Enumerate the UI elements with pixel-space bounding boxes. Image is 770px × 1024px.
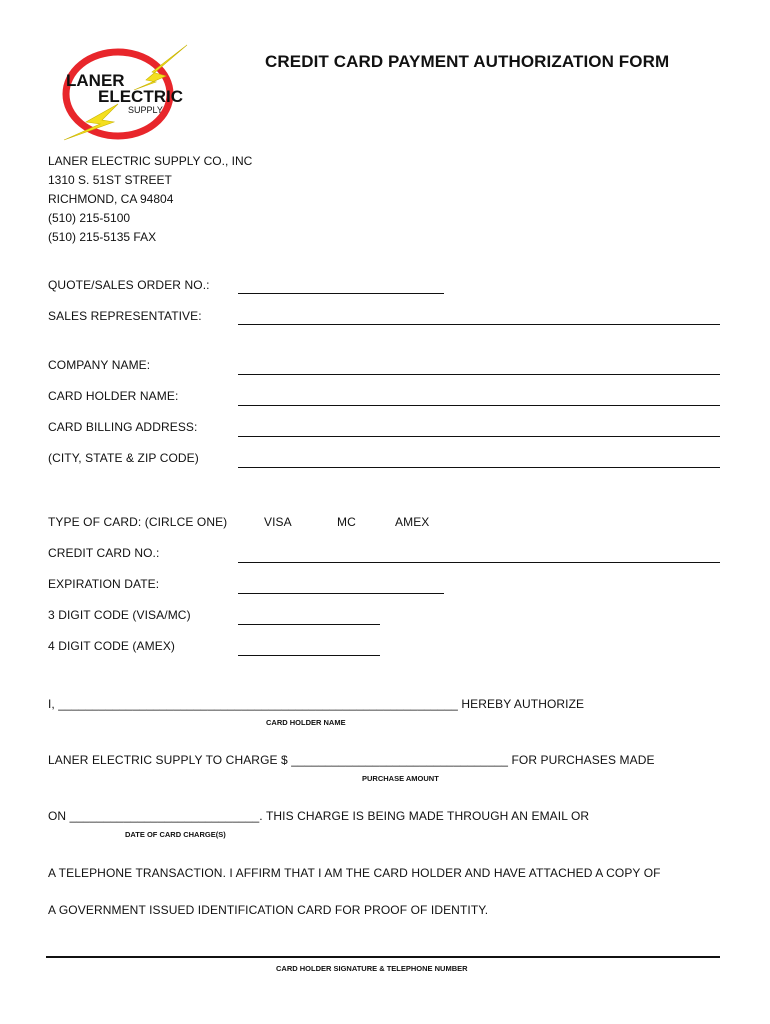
quote-input-line[interactable]: [238, 293, 444, 294]
logo-word-supply: SUPPLY: [128, 105, 163, 115]
expiration-input-line[interactable]: [238, 593, 444, 594]
company-name: LANER ELECTRIC SUPPLY CO., INC: [48, 154, 253, 168]
company-name-input-line[interactable]: [238, 374, 720, 375]
form-title: CREDIT CARD PAYMENT AUTHORIZATION FORM: [265, 52, 670, 71]
auth-line-3[interactable]: ON ____________________________. THIS CHARGE IS BEING MADE THROUGH AN EMAIL OR: [48, 809, 590, 823]
auth-line-1[interactable]: I, ___________________________________________________________ HEREBY AUTHORIZE: [48, 697, 585, 711]
card-number-input-line[interactable]: [238, 562, 720, 563]
auth-line-2[interactable]: LANER ELECTRIC SUPPLY TO CHARGE $ ________________________________ FOR PURCHASES MADE: [48, 753, 655, 767]
billing-address-input-line[interactable]: [238, 436, 720, 437]
logo-bolt-upper: [134, 45, 187, 90]
company-fax: (510) 215-5135 FAX: [48, 230, 157, 244]
auth-line-4: A TELEPHONE TRANSACTION. I AFFIRM THAT I AM THE CARD HOLDER AND HAVE ATTACHED A COPY OF: [48, 866, 661, 880]
caption-date-of-charge: DATE OF CARD CHARGE(S): [125, 830, 226, 839]
auth-line-5: A GOVERNMENT ISSUED IDENTIFICATION CARD FOR PROOF OF IDENTITY.: [48, 903, 489, 917]
label-quote: QUOTE/SALES ORDER NO.:: [48, 278, 210, 292]
4-digit-code-input-line[interactable]: [238, 655, 380, 656]
label-holder-name: CARD HOLDER NAME:: [48, 389, 179, 403]
company-address: [48, 152, 252, 247]
card-type-visa[interactable]: VISA: [264, 515, 292, 529]
caption-signature: CARD HOLDER SIGNATURE & TELEPHONE NUMBER: [276, 964, 468, 973]
company-phone: (510) 215-5100: [48, 211, 131, 225]
label-billing-address: CARD BILLING ADDRESS:: [48, 420, 198, 434]
sales-rep-input-line[interactable]: [238, 324, 720, 325]
card-type-mc[interactable]: MC: [337, 515, 356, 529]
card-type-amex[interactable]: AMEX: [395, 515, 430, 529]
logo-word-electric: ELECTRIC: [98, 87, 183, 106]
city-state-zip-input-line[interactable]: [238, 467, 720, 468]
label-city-state-zip: (CITY, STATE & ZIP CODE): [48, 451, 199, 465]
logo-word-laner: LANER: [66, 71, 125, 90]
label-3-digit-code: 3 DIGIT CODE (VISA/MC): [48, 608, 191, 622]
caption-purchase-amount: PURCHASE AMOUNT: [362, 774, 439, 783]
label-card-type: TYPE OF CARD: (CIRLCE ONE): [48, 515, 228, 529]
company-city: RICHMOND, CA 94804: [48, 192, 174, 206]
3-digit-code-input-line[interactable]: [238, 624, 380, 625]
label-sales-rep: SALES REPRESENTATIVE:: [48, 309, 202, 323]
laner-electric-logo: [56, 42, 196, 142]
company-street: 1310 S. 51ST STREET: [48, 173, 172, 187]
label-card-number: CREDIT CARD NO.:: [48, 546, 160, 560]
signature-line[interactable]: [46, 956, 720, 958]
label-expiration: EXPIRATION DATE:: [48, 577, 160, 591]
holder-name-input-line[interactable]: [238, 405, 720, 406]
label-company-name: COMPANY NAME:: [48, 358, 151, 372]
caption-card-holder-name: CARD HOLDER NAME: [266, 718, 346, 727]
label-4-digit-code: 4 DIGIT CODE (AMEX): [48, 639, 176, 653]
